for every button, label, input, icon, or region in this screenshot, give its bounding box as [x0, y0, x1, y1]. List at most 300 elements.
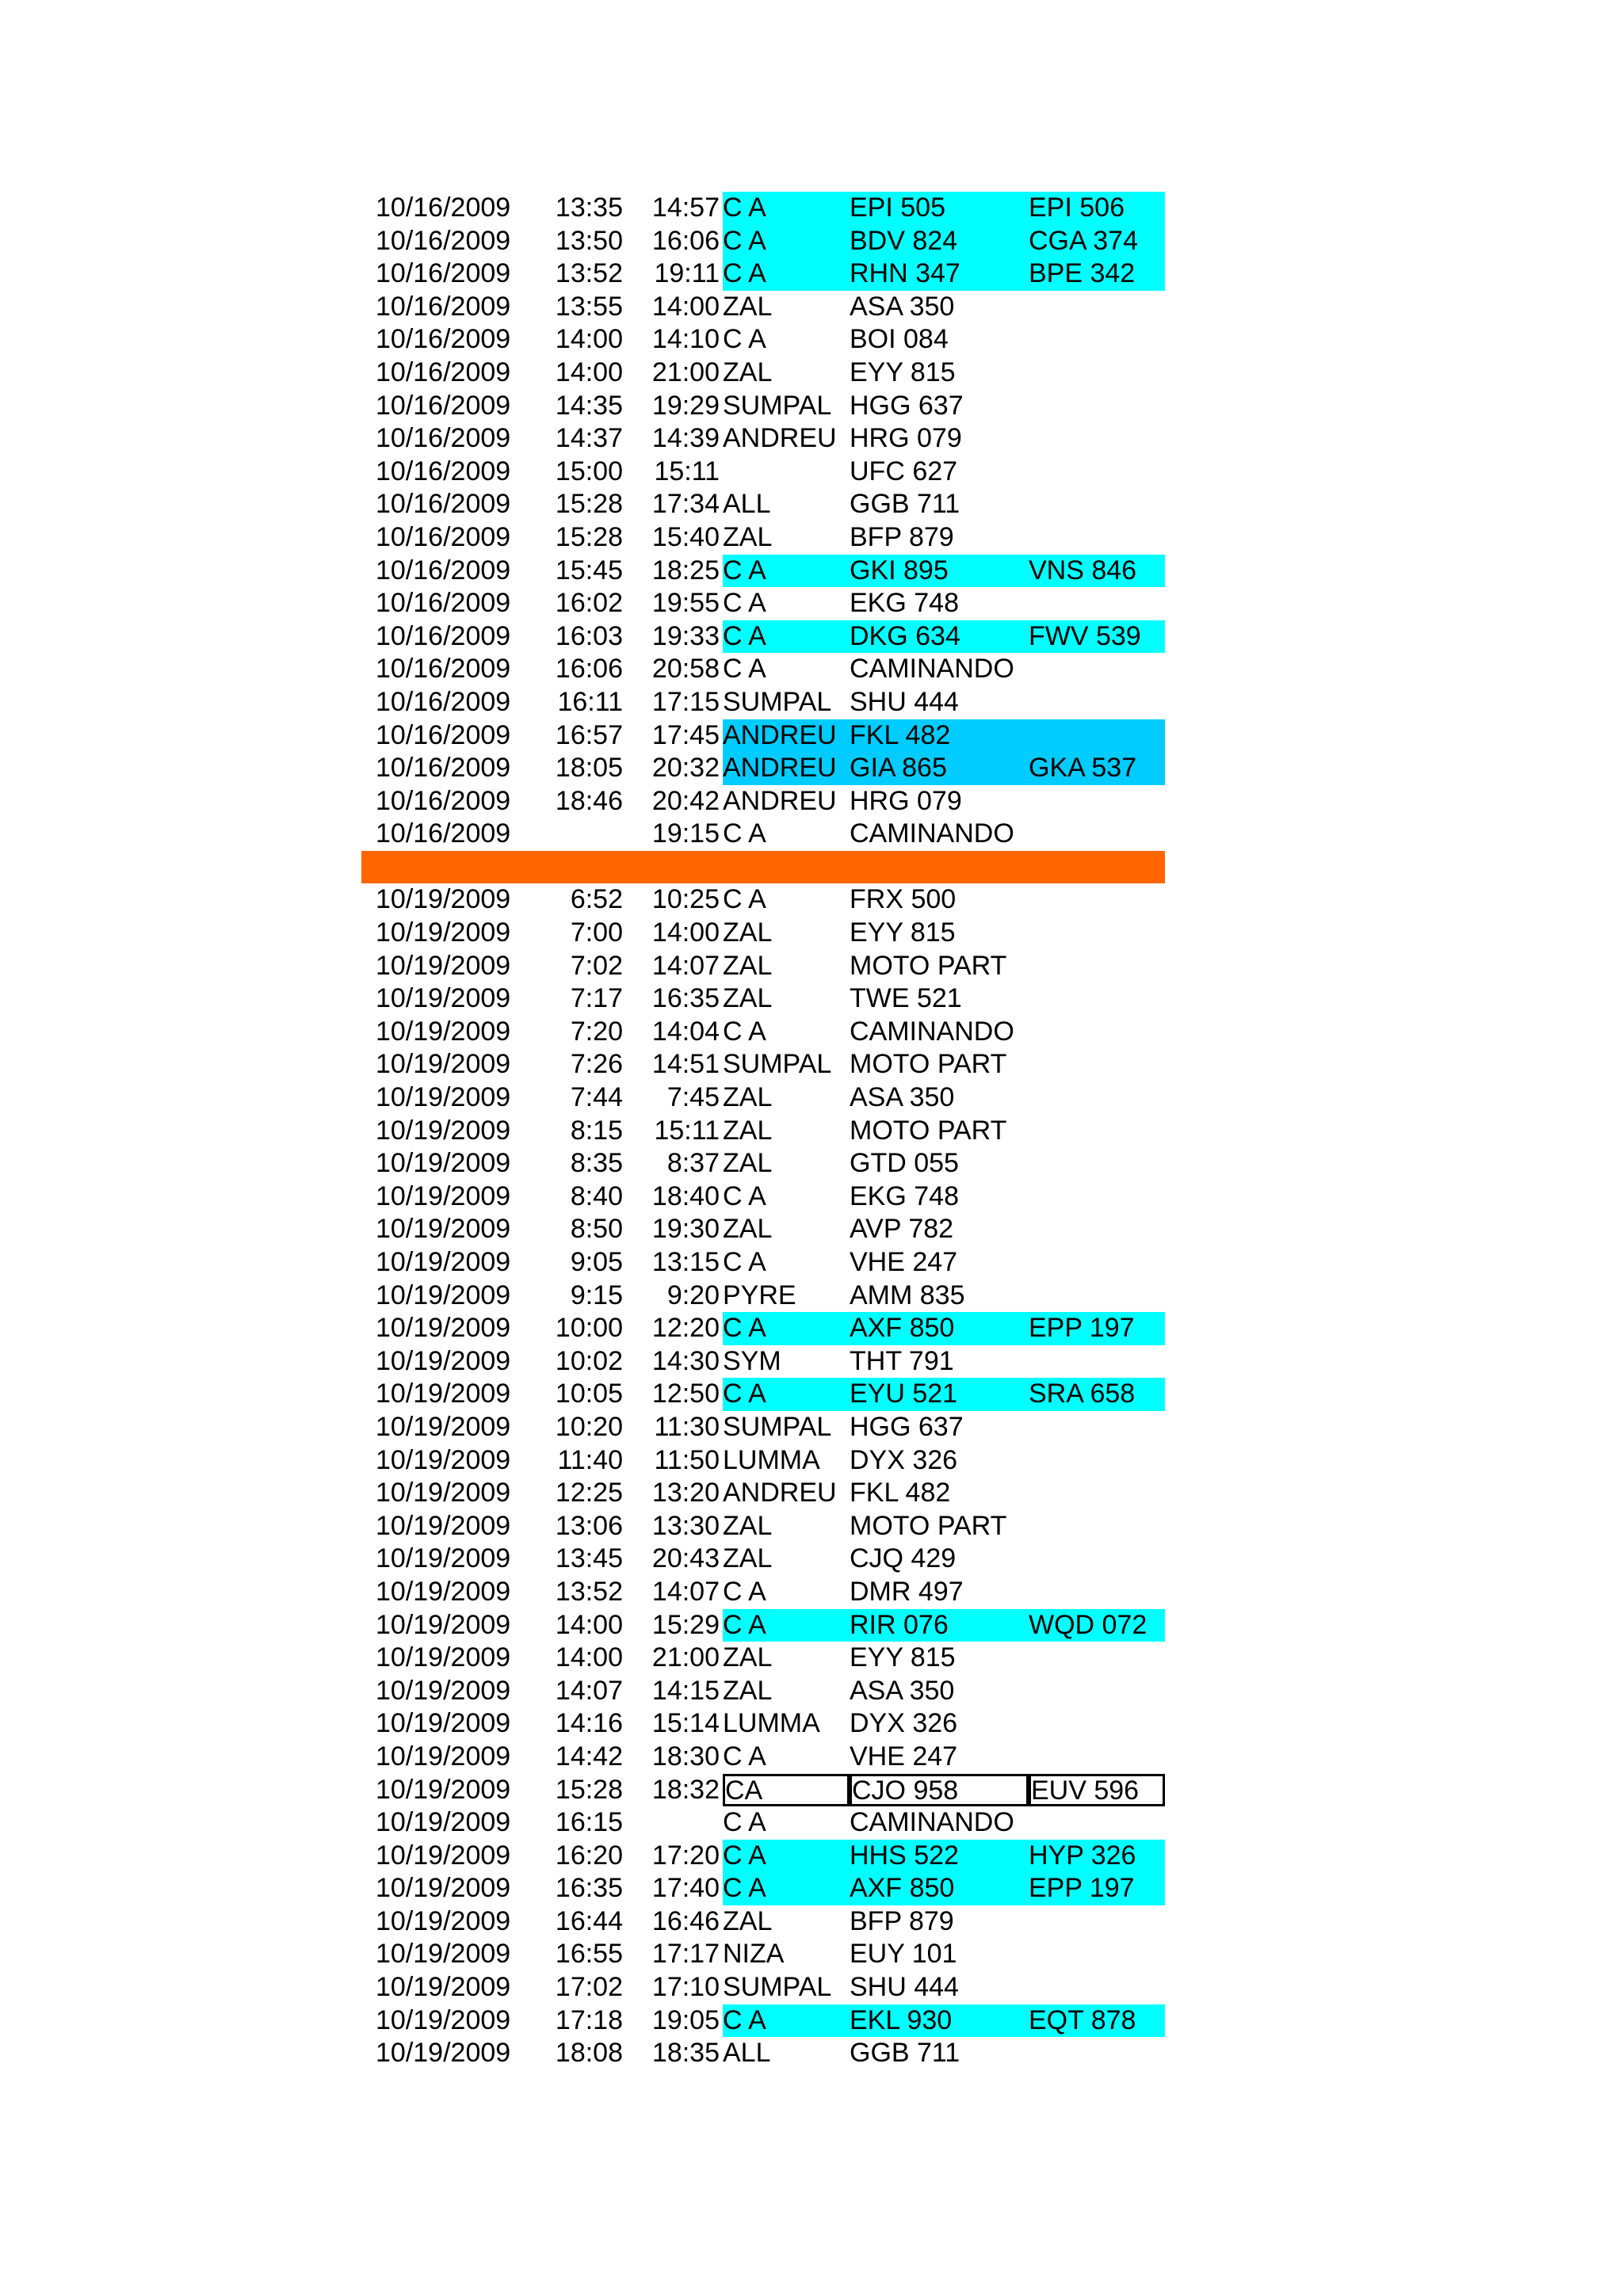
plate-cell: GTD 055: [850, 1148, 959, 1179]
plate2-cell: GKA 537: [1029, 752, 1165, 785]
operator-cell: ANDREU: [723, 423, 837, 454]
start-time-cell: 13:52: [555, 1576, 623, 1607]
plate2-cell: BPE 342: [1029, 257, 1165, 291]
start-time-cell: 16:06: [555, 654, 623, 685]
table-row: [361, 291, 1165, 324]
end-time-cell: 13:20: [651, 1478, 720, 1508]
operator-cell: SUMPAL: [723, 686, 832, 717]
start-time-cell: 18:08: [555, 2038, 623, 2069]
start-time-cell: 16:44: [555, 1905, 623, 1936]
operator-cell: ZAL: [723, 1148, 773, 1179]
end-time-cell: 14:00: [651, 917, 720, 948]
table-row: [361, 257, 1165, 291]
start-time-cell: 10:02: [555, 1345, 623, 1376]
end-time-cell: 11:30: [654, 1411, 720, 1442]
date-cell: 10/16/2009: [376, 555, 511, 585]
date-cell: 10/19/2009: [376, 884, 511, 915]
date-cell: 10/19/2009: [376, 1905, 511, 1936]
date-cell: 10/19/2009: [376, 1642, 511, 1673]
start-time-cell: 14:00: [555, 324, 623, 355]
plate2-cell: [1029, 1115, 1165, 1148]
start-time-cell: 16:57: [555, 719, 623, 750]
date-cell: 10/16/2009: [376, 818, 511, 849]
operator-cell: SYM: [723, 1345, 781, 1376]
date-cell: 10/19/2009: [376, 917, 511, 948]
end-time-cell: 17:20: [651, 1840, 720, 1871]
plate2-cell: [1029, 521, 1165, 555]
table-row: [361, 1806, 1165, 1840]
table-row: [361, 1609, 1165, 1642]
operator-cell: C A: [723, 225, 850, 258]
table-row: [361, 587, 1165, 620]
end-time-cell: 7:45: [666, 1082, 720, 1113]
start-time-cell: [537, 818, 623, 851]
operator-cell: C A: [723, 588, 766, 619]
table-row: [361, 1510, 1165, 1543]
plate2-cell: [1029, 2037, 1165, 2070]
start-time-cell: 18:46: [555, 785, 623, 816]
date-cell: 10/19/2009: [376, 1609, 511, 1640]
plate2-cell: [1029, 323, 1165, 357]
table-row: [361, 1477, 1165, 1510]
plate-cell: EKG 748: [850, 1180, 959, 1211]
date-cell: 10/19/2009: [376, 1840, 511, 1871]
plate-cell: FRX 500: [850, 884, 957, 915]
start-time-cell: 16:15: [555, 1807, 623, 1838]
plate-cell: EYU 521: [850, 1378, 1029, 1411]
plate2-cell: [1029, 1938, 1165, 1971]
plate-cell: ASA 350: [850, 1675, 955, 1706]
start-time-cell: 13:06: [555, 1510, 623, 1541]
table-row: [361, 1048, 1165, 1081]
plate2-cell: [1029, 818, 1165, 851]
start-time-cell: 15:28: [555, 489, 623, 520]
table-row: [361, 1741, 1165, 1774]
start-time-cell: 14:42: [555, 1741, 623, 1772]
end-time-cell: 19:11: [654, 258, 720, 289]
plate-cell: DKG 634: [850, 620, 1029, 654]
table-row: [361, 1707, 1165, 1741]
operator-cell: C A: [723, 257, 850, 291]
operator-cell: C A: [723, 1312, 850, 1345]
plate2-cell: WQD 072: [1029, 1609, 1165, 1642]
start-time-cell: 8:15: [570, 1115, 623, 1146]
date-cell: 10/19/2009: [376, 1313, 511, 1344]
operator-cell: ANDREU: [723, 1478, 837, 1508]
operator-cell: SUMPAL: [723, 1972, 832, 2003]
start-time-cell: 16:11: [557, 686, 623, 717]
plate-cell: HHS 522: [850, 1840, 1029, 1873]
table-row: [361, 719, 1165, 753]
plate2-cell: SRA 658: [1029, 1378, 1165, 1411]
end-time-cell: 14:07: [651, 1576, 720, 1607]
start-time-cell: 7:26: [570, 1049, 623, 1080]
start-time-cell: 8:50: [570, 1214, 623, 1245]
start-time-cell: 16:20: [555, 1840, 623, 1871]
start-time-cell: 16:55: [555, 1939, 623, 1970]
plate-cell: MOTO PART: [850, 950, 1007, 981]
start-time-cell: 14:00: [555, 357, 623, 387]
plate-cell: SHU 444: [850, 686, 959, 717]
start-time-cell: 14:16: [555, 1708, 623, 1739]
operator-cell: C A: [723, 192, 850, 225]
start-time-cell: 10:20: [555, 1411, 623, 1442]
date-cell: 10/16/2009: [376, 456, 511, 486]
operator-cell: C A: [723, 324, 766, 355]
date-cell: 10/19/2009: [376, 1016, 511, 1047]
date-cell: 10/19/2009: [376, 1148, 511, 1179]
end-time-cell: 19:29: [651, 390, 720, 421]
end-time-cell: 15:11: [654, 456, 720, 486]
date-cell: 10/16/2009: [376, 225, 511, 256]
table-row: [361, 1180, 1165, 1214]
table-row: [361, 620, 1165, 654]
date-cell: 10/19/2009: [376, 1873, 511, 1904]
table-row: [361, 2004, 1165, 2038]
plate2-cell: [1029, 1213, 1165, 1246]
operator-cell: C A: [723, 884, 766, 915]
plate-cell: RHN 347: [850, 257, 1029, 291]
table-row: [361, 1016, 1165, 1049]
plate-cell: BDV 824: [850, 225, 1029, 258]
end-time-cell: 17:40: [651, 1873, 720, 1904]
start-time-cell: 15:45: [555, 555, 623, 585]
end-time-cell: 17:34: [651, 489, 720, 520]
operator-cell: ZAL: [723, 1510, 773, 1541]
operator-cell: ALL: [723, 2038, 771, 2069]
date-cell: 10/19/2009: [376, 983, 511, 1014]
plate2-cell: [1029, 950, 1165, 983]
end-time-cell: 20:43: [651, 1543, 720, 1574]
end-time-cell: 15:14: [651, 1708, 720, 1739]
plate2-cell: [1029, 686, 1165, 719]
plate2-cell: VNS 846: [1029, 555, 1165, 588]
plate-cell: CJQ 429: [850, 1543, 957, 1574]
end-time-cell: 9:20: [666, 1280, 720, 1310]
date-cell: 10/16/2009: [376, 521, 511, 552]
operator-cell: ZAL: [723, 1214, 773, 1245]
operator-cell: C A: [723, 1180, 766, 1211]
plate-cell: EYY 815: [850, 1642, 956, 1673]
plate2-cell: [1029, 982, 1165, 1016]
plate2-cell: [1029, 1806, 1165, 1840]
table-row: [361, 818, 1165, 851]
plate2-cell: [1029, 488, 1165, 521]
plate2-cell: [1029, 1543, 1165, 1576]
table-row: [361, 1642, 1165, 1675]
plate2-cell: [1029, 422, 1165, 456]
operator-cell: LUMMA: [723, 1708, 820, 1739]
date-cell: 10/19/2009: [376, 1478, 511, 1508]
operator-cell: C A: [723, 654, 766, 685]
table-row: [361, 1444, 1165, 1478]
plate-cell: DYX 326: [850, 1444, 958, 1475]
start-time-cell: 12:25: [555, 1478, 623, 1508]
operator-cell: ALL: [723, 489, 771, 520]
operator-cell: C A: [723, 1840, 850, 1873]
operator-cell: ZAL: [723, 917, 773, 948]
plate-cell: AVP 782: [850, 1214, 954, 1245]
operator-cell: CA: [723, 1774, 850, 1807]
end-time-cell: 11:50: [654, 1444, 720, 1475]
table-row: [361, 1312, 1165, 1345]
table-row: [361, 1246, 1165, 1280]
plate-cell: BFP 879: [850, 521, 954, 552]
plate2-cell: [1029, 390, 1165, 423]
end-time-cell: 14:10: [651, 324, 720, 355]
end-time-cell: 8:37: [666, 1148, 720, 1179]
operator-cell: ZAL: [723, 1115, 773, 1146]
plate-cell: DMR 497: [850, 1576, 964, 1607]
date-cell: 10/16/2009: [376, 686, 511, 717]
date-cell: 10/16/2009: [376, 324, 511, 355]
date-cell: 10/16/2009: [376, 588, 511, 619]
plate-cell: MOTO PART: [850, 1510, 1007, 1541]
operator-cell: SUMPAL: [723, 1411, 832, 1442]
date-cell: 10/19/2009: [376, 1708, 511, 1739]
end-time-cell: 15:40: [651, 521, 720, 552]
end-time-cell: 19:30: [651, 1214, 720, 1245]
start-time-cell: 14:35: [555, 390, 623, 421]
date-cell: 10/19/2009: [376, 1345, 511, 1376]
end-time-cell: 10:25: [651, 884, 720, 915]
plate-cell: ASA 350: [850, 291, 955, 322]
operator-cell: C A: [723, 818, 766, 849]
date-cell: 10/19/2009: [376, 1247, 511, 1277]
plate2-cell: [1029, 1905, 1165, 1939]
date-cell: 10/16/2009: [376, 654, 511, 685]
plate2-cell: [1029, 1147, 1165, 1180]
end-time-cell: 14:57: [651, 193, 720, 223]
operator-cell: ZAL: [723, 1905, 773, 1936]
plate2-cell: [1029, 1246, 1165, 1280]
plate2-cell: [1029, 1741, 1165, 1774]
plate2-cell: CGA 374: [1029, 225, 1165, 258]
operator-cell: C A: [723, 620, 850, 654]
date-cell: 10/16/2009: [376, 719, 511, 750]
start-time-cell: 6:52: [570, 884, 623, 915]
end-time-cell: 16:46: [651, 1905, 720, 1936]
date-cell: 10/19/2009: [376, 1576, 511, 1607]
end-time-cell: 12:20: [651, 1313, 720, 1344]
end-time-cell: 18:40: [651, 1180, 720, 1211]
operator-cell: ZAL: [723, 950, 773, 981]
operator-cell: C A: [723, 1016, 766, 1047]
date-cell: 10/19/2009: [376, 1082, 511, 1113]
table-row: [361, 1905, 1165, 1939]
start-time-cell: 14:00: [555, 1642, 623, 1673]
end-time-cell: 14:39: [651, 423, 720, 454]
plate-cell: HGG 637: [850, 1411, 964, 1442]
table-row: [361, 752, 1165, 785]
operator-cell: ZAL: [723, 291, 773, 322]
end-time-cell: 18:32: [651, 1774, 720, 1805]
operator-cell: ANDREU: [723, 719, 850, 753]
operator-cell: C A: [723, 2004, 850, 2038]
table-row: [361, 1774, 1165, 1807]
table-row: [361, 1378, 1165, 1411]
plate2-cell: EPI 506: [1029, 192, 1165, 225]
start-time-cell: 13:35: [555, 193, 623, 223]
date-cell: 10/16/2009: [376, 785, 511, 816]
plate2-cell: [1029, 1048, 1165, 1081]
start-time-cell: 18:05: [555, 753, 623, 784]
operator-cell: C A: [723, 555, 850, 588]
start-time-cell: 17:02: [555, 1972, 623, 2003]
plate-cell: RIR 076: [850, 1609, 1029, 1642]
start-time-cell: 7:17: [570, 983, 623, 1014]
table-row: [361, 422, 1165, 456]
plate2-cell: [1029, 1707, 1165, 1741]
plate-cell: UFC 627: [850, 456, 958, 486]
start-time-cell: 15:28: [555, 521, 623, 552]
operator-cell: ZAL: [723, 1082, 773, 1113]
plate2-cell: EPP 197: [1029, 1872, 1165, 1905]
operator-cell: SUMPAL: [723, 390, 832, 421]
start-time-cell: 9:15: [570, 1280, 623, 1310]
table-row: [361, 653, 1165, 686]
plate-cell: HGG 637: [850, 390, 964, 421]
end-time-cell: 20:42: [651, 785, 720, 816]
operator-cell: C A: [723, 1807, 766, 1838]
table-row: [361, 390, 1165, 423]
end-time-cell: 19:15: [651, 818, 720, 849]
start-time-cell: 14:37: [555, 423, 623, 454]
start-time-cell: 10:00: [555, 1313, 623, 1344]
table-row: [361, 1147, 1165, 1180]
table-row: [361, 192, 1165, 225]
end-time-cell: [631, 1806, 720, 1840]
date-cell: 10/19/2009: [376, 1510, 511, 1541]
start-time-cell: 7:00: [570, 917, 623, 948]
operator-cell: [723, 456, 850, 489]
operator-cell: NIZA: [723, 1939, 785, 1970]
plate2-cell: [1029, 456, 1165, 489]
date-cell: 10/16/2009: [376, 753, 511, 784]
start-time-cell: 11:40: [557, 1444, 623, 1475]
end-time-cell: 17:45: [651, 719, 720, 750]
plate2-cell: [1029, 1477, 1165, 1510]
end-time-cell: 16:06: [651, 225, 720, 256]
operator-cell: PYRE: [723, 1280, 796, 1310]
start-time-cell: 8:40: [570, 1180, 623, 1211]
date-cell: 10/19/2009: [376, 1444, 511, 1475]
operator-cell: C A: [723, 1576, 766, 1607]
start-time-cell: 16:35: [555, 1873, 623, 1904]
plate-cell: CAMINANDO: [850, 654, 1014, 685]
date-cell: 10/16/2009: [376, 193, 511, 223]
end-time-cell: 14:04: [651, 1016, 720, 1047]
start-time-cell: 7:02: [570, 950, 623, 981]
table-row: [361, 1938, 1165, 1971]
plate-cell: VHE 247: [850, 1247, 958, 1277]
operator-cell: LUMMA: [723, 1444, 820, 1475]
operator-cell: ZAL: [723, 983, 773, 1014]
plate2-cell: [1029, 1016, 1165, 1049]
operator-cell: ZAL: [723, 1543, 773, 1574]
start-time-cell: 15:00: [555, 456, 623, 486]
operator-cell: SUMPAL: [723, 1049, 832, 1080]
end-time-cell: 15:29: [651, 1609, 720, 1640]
operator-cell: ZAL: [723, 1675, 773, 1706]
plate-cell: EYY 815: [850, 357, 956, 387]
plate-cell: EKL 930: [850, 2004, 1029, 2038]
end-time-cell: 17:15: [651, 686, 720, 717]
plate2-cell: [1029, 1411, 1165, 1444]
plate-cell: ASA 350: [850, 1082, 955, 1113]
end-time-cell: 19:05: [651, 2004, 720, 2035]
start-time-cell: 9:05: [570, 1247, 623, 1277]
table-row: [361, 950, 1165, 983]
date-cell: 10/19/2009: [376, 2038, 511, 2069]
end-time-cell: 21:00: [651, 1642, 720, 1673]
plate-cell: AXF 850: [850, 1872, 1029, 1905]
table-row: [361, 1840, 1165, 1873]
plate2-cell: [1029, 357, 1165, 390]
date-cell: 10/16/2009: [376, 489, 511, 520]
plate-cell: GKI 895: [850, 555, 1029, 588]
table-row: [361, 1576, 1165, 1609]
start-time-cell: 14:00: [555, 1609, 623, 1640]
plate-cell: CAMINANDO: [850, 818, 1014, 849]
start-time-cell: 13:52: [555, 258, 623, 289]
operator-cell: ZAL: [723, 357, 773, 387]
table-row: [361, 1081, 1165, 1115]
plate-cell: CAMINANDO: [850, 1807, 1014, 1838]
operator-cell: C A: [723, 1741, 766, 1772]
plate2-cell: [1029, 883, 1165, 917]
plate-cell: DYX 326: [850, 1708, 958, 1739]
plate-cell: GGB 711: [850, 489, 960, 520]
date-cell: 10/16/2009: [376, 390, 511, 421]
end-time-cell: 14:30: [651, 1345, 720, 1376]
table-row: [361, 357, 1165, 390]
plate2-cell: [1029, 1444, 1165, 1478]
plate2-cell: EQT 878: [1029, 2004, 1165, 2038]
date-cell: 10/16/2009: [376, 357, 511, 387]
table-row: [361, 917, 1165, 950]
date-cell: 10/19/2009: [376, 1214, 511, 1245]
table-row: [361, 456, 1165, 489]
date-cell: 10/19/2009: [376, 1049, 511, 1080]
plate-cell: HRG 079: [850, 423, 962, 454]
plate2-cell: [1029, 785, 1165, 818]
table-row: [361, 521, 1165, 555]
table-row: [361, 1971, 1165, 2004]
plate2-cell: [1029, 1081, 1165, 1115]
plate-cell: CJO 958: [850, 1774, 1029, 1807]
plate-cell: EUY 101: [850, 1939, 957, 1970]
date-cell: 10/16/2009: [376, 423, 511, 454]
spreadsheet-table: [361, 192, 1165, 2070]
plate-cell: FKL 482: [850, 719, 1029, 753]
table-row: [361, 1411, 1165, 1444]
end-time-cell: 14:51: [651, 1049, 720, 1080]
plate-cell: BFP 879: [850, 1905, 954, 1936]
plate2-cell: [1029, 917, 1165, 950]
end-time-cell: 13:15: [651, 1247, 720, 1277]
plate2-cell: [1029, 587, 1165, 620]
end-time-cell: 21:00: [651, 357, 720, 387]
end-time-cell: 14:07: [651, 950, 720, 981]
operator-cell: ZAL: [723, 1642, 773, 1673]
start-time-cell: 16:02: [555, 588, 623, 619]
date-cell: 10/16/2009: [376, 620, 511, 651]
plate2-cell: [1029, 1345, 1165, 1379]
plate2-cell: [1029, 1642, 1165, 1675]
end-time-cell: 16:35: [651, 983, 720, 1014]
operator-cell: ANDREU: [723, 785, 837, 816]
